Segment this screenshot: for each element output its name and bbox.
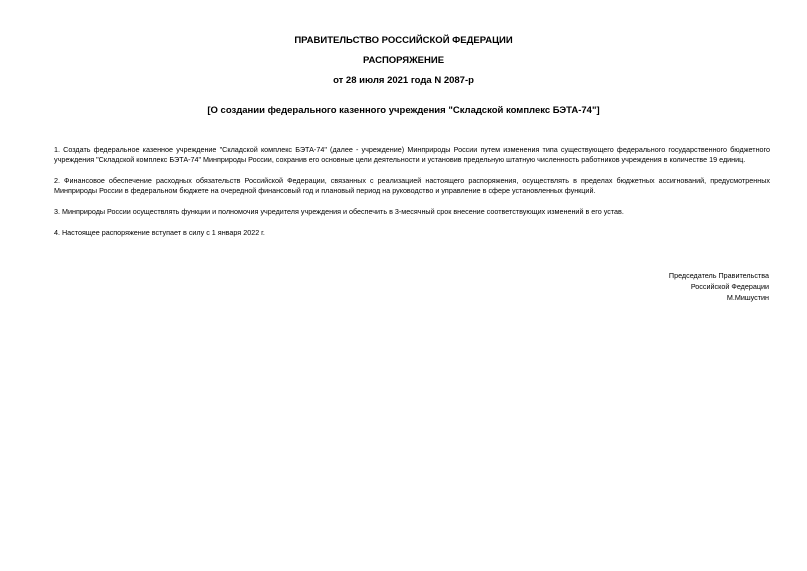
document-date-number: от 28 июля 2021 года N 2087-р xyxy=(333,75,474,86)
document-title: [О создании федерального казенного учреждения "Складской комплекс БЭТА-74"] xyxy=(207,105,600,116)
paragraph-3: 3. Минприроды России осуществлять функции и полномочия учредителя учреждения и обеспечить в 3-месячный срок внесение соответствующих изменений в его устав. xyxy=(54,207,624,216)
signatory-position-line-1: Председатель Правительства xyxy=(668,271,769,280)
document-type: РАСПОРЯЖЕНИЕ xyxy=(362,55,445,66)
paragraph-2: 2. Финансовое обеспечение расходных обязательств Российской Федерации, связанных с реализацией настоящего распоряжения, осуществлять в пределах бюджетных ассигнований, предусмотренных Минприроды России в федеральном бюджете на очередной финансовый год и плановый период на руководство и управление в сфере установленных функций. xyxy=(54,176,770,195)
paragraph-1: 1. Создать федеральное казенное учреждение "Складской комплекс БЭТА-74" (далее - учреждение) Минприроды России путем изменения типа существующего федерального государственного бюджетного учреждения "Складской комплекс БЭТА-74" Минприроды России, сохранив его основные цели деятельности и установив предельную штатную численность работников учреждения в количестве 19 единиц. xyxy=(54,145,770,164)
paragraph-4: 4. Настоящее распоряжение вступает в силу с 1 января 2022 г. xyxy=(54,228,265,237)
issuing-authority: ПРАВИТЕЛЬСТВО РОССИЙСКОЙ ФЕДЕРАЦИИ xyxy=(294,35,513,46)
signatory-name: М.Мишустин xyxy=(726,293,769,302)
signatory-position-line-2: Российской Федерации xyxy=(690,282,769,291)
signature-block xyxy=(509,270,769,303)
